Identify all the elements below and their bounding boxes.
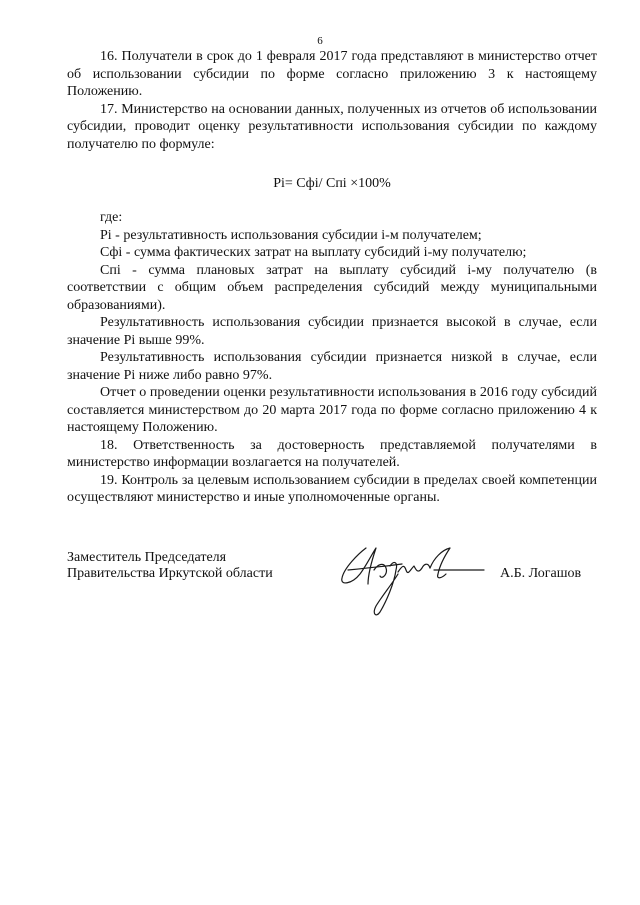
handwritten-signature: [338, 540, 488, 620]
signatory-name: А.Б. Логашов: [500, 566, 582, 581]
paragraph-low-result: Результативность использования субсидии признается низкой в случае, если значение Pi ниже либо равно 97%.: [67, 350, 597, 383]
paragraph-17: 17. Министерство на основании данных, полученных из отчетов об использовании субсидии, проводит оценку результативности использования субсидии по каждому получателю по формуле:: [67, 101, 597, 152]
paragraph-high-result: Результативность использования субсидии признается высокой в случае, если значение Pi выше 99%.: [67, 315, 597, 348]
top-paragraphs: [67, 48, 597, 153]
paragraph-report: Отчет о проведении оценки результативности использования в 2016 году субсидий составляется министерством до 20 марта 2017 года по форме согласно приложению 4 к настоящему Положению.: [67, 385, 597, 435]
signatory-title-line1: Заместитель Председателя: [67, 550, 227, 565]
definition-pi: Pi - результативность использования субсидии i-м получателем;: [100, 227, 482, 243]
definition-spi: Спi - сумма плановых затрат на выплату субсидий i-му получателю (в соответствии с общим объем распределения субсидий между муниципальными образованиями).: [67, 262, 597, 313]
paragraph-19: 19. Контроль за целевым использованием субсидии в пределах своей компетенции осуществляют министерство и иные уполномоченные органы.: [67, 472, 597, 505]
definitions-block: [67, 209, 597, 507]
formula: Pi= Сфi/ Спi ×100%: [273, 176, 391, 191]
signatory-title: [67, 550, 273, 582]
signatory-title-line2: Правительства Иркутской области: [67, 566, 273, 581]
paragraph-16: 16. Получатели в срок до 1 февраля 2017 года представляют в министерство отчет об использовании субсидии по форме согласно приложению 3 к настоящему Положению.: [67, 49, 597, 99]
definition-sfi: Сфi - сумма фактических затрат на выплату субсидий i-му получателю;: [100, 245, 527, 260]
paragraph-18: 18. Ответственность за достоверность представляемой получателями в министерство информации возлагается на получателей.: [67, 437, 597, 470]
page-number: 6: [317, 35, 323, 47]
where-label: где:: [100, 210, 123, 225]
